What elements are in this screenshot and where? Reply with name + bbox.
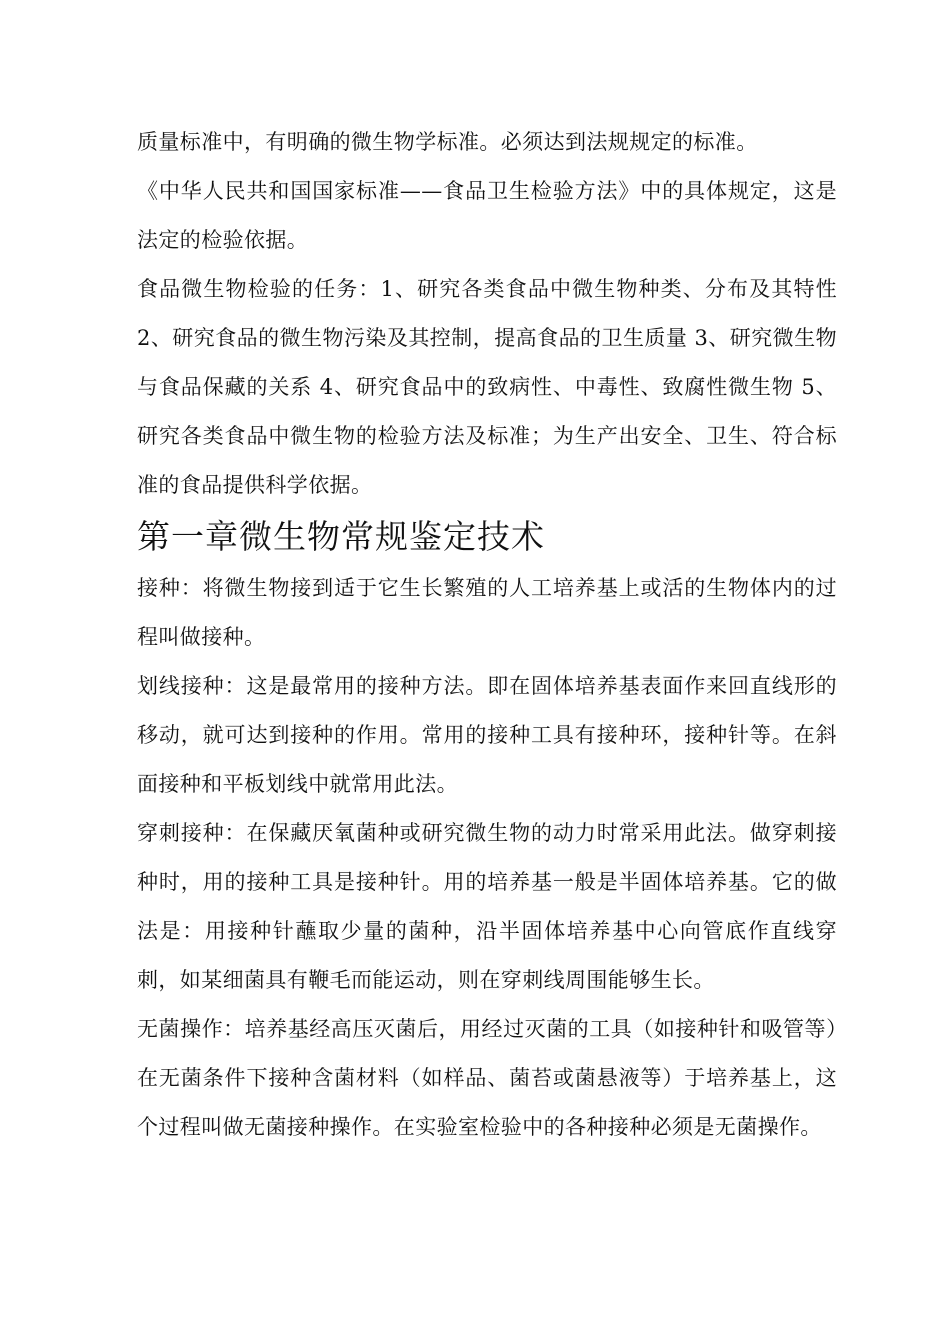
paragraph-stab-inoculation: 穿刺接种：在保藏厌氧菌种或研究微生物的动力时常采用此法。做穿刺接种时，用的接种工具是接种针。用的培养基一般是半固体培养基。它的做法是：用接种针蘸取少量的菌种，沿半固体培养基中心向管底作直线穿刺，如某细菌具有鞭毛而能运动，则在穿刺线周围能够生长。 [137,821,837,992]
paragraph-inspection-tasks: 食品微生物检验的任务：1、研究各类食品中微生物种类、分布及其特性 2、研究食品的微生物污染及其控制，提高食品的卫生质量 3、研究微生物与食品保藏的关系 4、研究食品中的致病性、中毒性、致腐性微生物 5、研究各类食品中微生物的检验方法及标准；为生产出安全、卫生、符合标准的食品提供科学依据。 [137,277,837,497]
chapter-title: 第一章微生物常规鉴定技术 [137,517,545,556]
paragraph-aseptic-operation: 无菌操作：培养基经高压灭菌后，用经过灭菌的工具（如接种针和吸管等）在无菌条件下接种含菌材料（如样品、菌苔或菌悬液等）于培养基上，这个过程叫做无菌接种操作。在实验室检验中的各种接种必须是无菌操作。 [137,1017,837,1139]
document-page [137,118,837,1152]
paragraph-national-standard: 《中华人民共和国国家标准——食品卫生检验方法》中的具体规定，这是法定的检验依据。 [137,179,837,252]
paragraph-streak-inoculation: 划线接种：这是最常用的接种方法。即在固体培养基表面作来回直线形的移动，就可达到接种的作用。常用的接种工具有接种环，接种针等。在斜面接种和平板划线中就常用此法。 [137,674,837,796]
paragraph-inoculation: 接种：将微生物接到适于它生长繁殖的人工培养基上或活的生物体内的过程叫做接种。 [137,576,837,649]
paragraph-microbial-standards: 质量标准中，有明确的微生物学标准。必须达到法规规定的标准。 [137,130,758,154]
